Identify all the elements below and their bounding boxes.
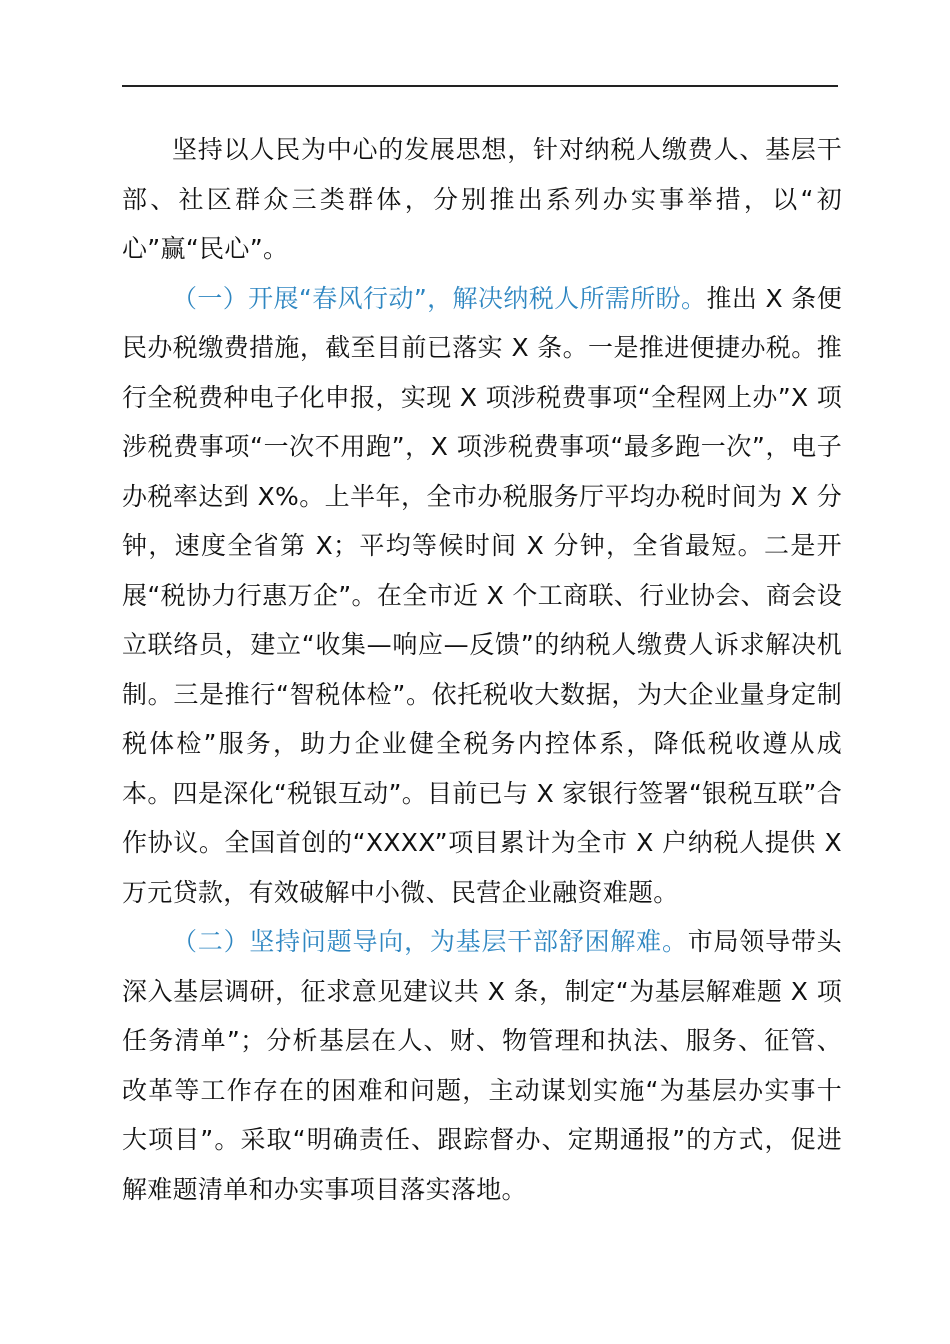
- section-2-heading: （二）坚持问题导向，为基层干部舒困解难。: [172, 927, 688, 956]
- paragraph-section-2: [122, 917, 842, 1214]
- section-1-heading: （一）开展“春风行动”，解决纳税人所需所盼。: [172, 283, 707, 313]
- paragraph-intro: [122, 125, 842, 274]
- document-body: [122, 125, 842, 1214]
- section-2-text: 市局领导带头深入基层调研，征求意见建议共 X 条，制定“为基层解难题 X 项任务清单”；分析基层在人、财、物管理和执法、服务、征管、改革等工作存在的困难和问题，主动谋划实施“为基层办实事十大项目”。采取“明确责任、跟踪督办、定期通报”的方式，促进解难题清单和办实事项目落实落地。: [122, 927, 842, 1204]
- header-rule: [122, 85, 838, 87]
- paragraph-intro-text: 坚持以人民为中心的发展思想，针对纳税人缴费人、基层干部、社区群众三类群体，分别推出系列办实事举措，以“初心”赢“民心”。: [122, 135, 842, 263]
- paragraph-section-1: [122, 274, 842, 918]
- section-1-text: 推出 X 条便民办税缴费措施，截至目前已落实 X 条。一是推进便捷办税。推行全税费种电子化申报，实现 X 项涉税费事项“全程网上办”X 项涉税费事项“一次不用跑”，X 项涉税费事项“最多跑一次”，电子办税率达到 X%。上半年，全市办税服务厅平均办税时间为 X 分钟，速度全省第 X；平均等候时间 X 分钟，全省最短。二是开展“税协力行惠万企”。在全市近 X 个工商联、行业协会、商会设立联络员，建立“收集—响应—反馈”的纳税人缴费人诉求解决机制。三是推行“智税体检”。依托税收大数据，为大企业量身定制税体检”服务，助力企业健全税务内控体系，降低税收遵从成本。四是深化“税银互动”。目前已与 X 家银行签署“银税互联”合作协议。全国首创的“XXXX”项目累计为全市 X 户纳税人提供 X 万元贷款，有效破解中小微、民营企业融资难题。: [122, 283, 842, 907]
